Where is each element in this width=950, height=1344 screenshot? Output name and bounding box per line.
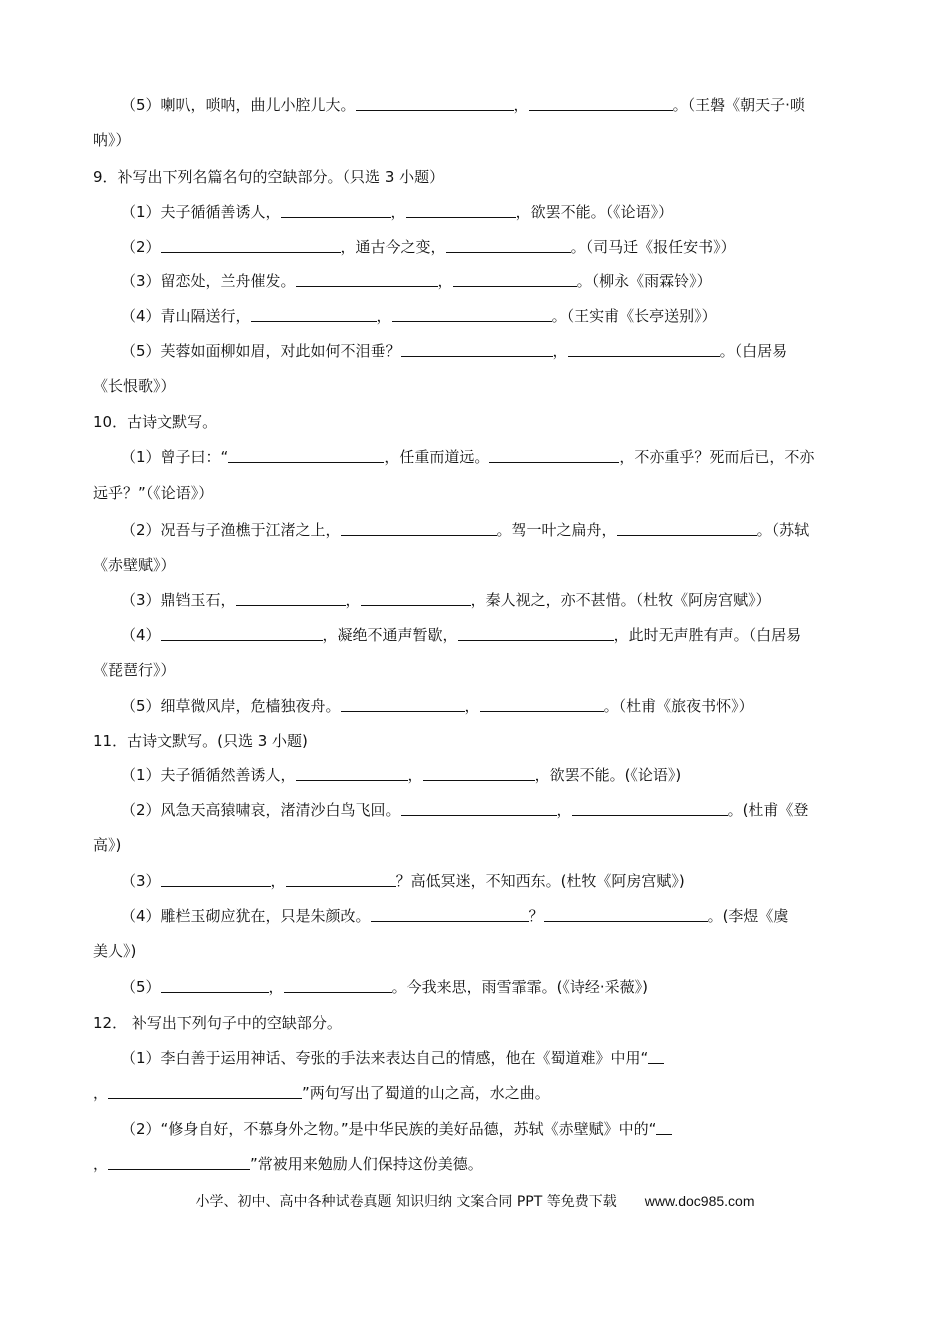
q11-item-3: （3） ， ？高低冥迷，不知西东。(杜牧《阿房宫赋》) bbox=[121, 872, 685, 890]
answer-blank bbox=[617, 520, 757, 536]
answer-blank bbox=[251, 306, 377, 322]
q10-item-5: （5）细草微风岸，危樯独夜舟。 ， 。（杜甫《旅夜书怀》） bbox=[121, 697, 754, 715]
page-footer bbox=[0, 1191, 950, 1212]
answer-blank bbox=[341, 520, 497, 536]
q12-item-1: （1）李白善于运用神话、夸张的手法来表达自己的情感，他在《蜀道难》中用“ bbox=[121, 1047, 881, 1069]
q10-item-1: （1）曾子曰：“ ，任重而道远。 ，不亦重乎？死而后已，不亦 bbox=[121, 448, 815, 466]
q10-item-3: （3）鼎铛玉石， ， ，秦人视之，亦不甚惜。（杜牧《阿房宫赋》） bbox=[121, 591, 771, 609]
q12-item-2: （2）“修身自好，不慕身外之物。”是中华民族的美好品德，苏轼《赤壁赋》中的“ bbox=[121, 1118, 881, 1140]
answer-blank bbox=[572, 800, 728, 816]
q9-item-3: （3）留恋处，兰舟催发。 ， 。（柳永《雨霖铃》） bbox=[121, 272, 712, 290]
q12-item-2-cont: ， ”常被用来勉励人们保持这份美德。 bbox=[93, 1155, 483, 1173]
answer-blank bbox=[228, 447, 384, 463]
q11-item-4: （4）雕栏玉砌应犹在，只是朱颜改。 ？ 。(李煜《虞 bbox=[121, 907, 789, 925]
q9-item-5: （5）芙蓉如面柳如眉，对此如何不泪垂？ ， 。（白居易 bbox=[121, 342, 788, 360]
answer-blank bbox=[544, 906, 708, 922]
answer-blank bbox=[356, 95, 514, 111]
answer-blank bbox=[392, 306, 552, 322]
q10-item-2-cont: 《赤壁赋》） bbox=[93, 556, 176, 574]
answer-blank bbox=[296, 271, 438, 287]
question-9-title: 9．补写出下列名篇名句的空缺部分。（只选 3 小题） bbox=[93, 168, 445, 186]
q11-item-1: （1）夫子循循然善诱人， ， ，欲罢不能。(《论语》) bbox=[121, 766, 682, 784]
q8-item-5-cont: 呐》） bbox=[93, 131, 131, 149]
answer-blank bbox=[161, 871, 271, 887]
q9-item-5-cont: 《长恨歌》） bbox=[93, 377, 176, 395]
q10-item-4-cont: 《琵琶行》） bbox=[93, 661, 176, 679]
answer-blank bbox=[284, 977, 392, 993]
answer-blank bbox=[648, 1048, 664, 1064]
answer-blank bbox=[236, 590, 346, 606]
q9-item-4: （4）青山隔送行， ， 。（王实甫《长亭送别》） bbox=[121, 307, 717, 325]
answer-blank bbox=[446, 237, 571, 253]
answer-blank bbox=[361, 590, 471, 606]
answer-blank bbox=[281, 202, 391, 218]
q9-item-2: （2） ，通古今之变， 。（司马迁《报任安书》） bbox=[121, 238, 736, 256]
answer-blank bbox=[458, 625, 614, 641]
answer-blank bbox=[401, 341, 553, 357]
answer-blank bbox=[296, 765, 408, 781]
q8-item-5: （5）喇叭，唢呐，曲儿小腔儿大。 ， 。（王磐《朝天子·唢 bbox=[121, 96, 805, 114]
answer-blank bbox=[406, 202, 516, 218]
answer-blank bbox=[489, 447, 619, 463]
q9-item-1: （1）夫子循循善诱人， ， ，欲罢不能。（《论语》） bbox=[121, 203, 674, 221]
question-10-title: 10．古诗文默写。 bbox=[93, 413, 218, 431]
answer-blank bbox=[453, 271, 577, 287]
q11-item-2-cont: 高》) bbox=[93, 836, 122, 854]
answer-blank bbox=[371, 906, 529, 922]
answer-blank bbox=[401, 800, 557, 816]
footer-url[interactable]: www.doc985.com bbox=[644, 1193, 755, 1209]
footer-text: 小学、初中、高中各种试卷真题 知识归纳 文案合同 PPT 等免费下载 bbox=[195, 1194, 617, 1210]
answer-blank bbox=[656, 1119, 672, 1135]
q11-item-5: （5） ， 。今我来思，雨雪霏霏。(《诗经·采薇》) bbox=[121, 978, 649, 996]
answer-blank bbox=[568, 341, 720, 357]
answer-blank bbox=[286, 871, 396, 887]
answer-blank bbox=[480, 696, 604, 712]
q11-item-4-cont: 美人》) bbox=[93, 942, 137, 960]
answer-blank bbox=[423, 765, 535, 781]
q10-item-4: （4） ，凝绝不通声暂歇， ，此时无声胜有声。（白居易 bbox=[121, 626, 802, 644]
answer-blank bbox=[108, 1154, 250, 1170]
answer-blank bbox=[529, 95, 673, 111]
answer-blank bbox=[161, 237, 341, 253]
answer-blank bbox=[341, 696, 465, 712]
question-12-title: 12． 补写出下列句子中的空缺部分。 bbox=[93, 1014, 342, 1032]
answer-blank bbox=[108, 1083, 302, 1099]
question-11-title: 11．古诗文默写。(只选 3 小题) bbox=[93, 732, 308, 750]
q10-item-2: （2）况吾与子渔樵于江渚之上， 。驾一叶之扁舟， 。（苏轼 bbox=[121, 521, 810, 539]
answer-blank bbox=[161, 625, 323, 641]
q10-item-1-cont: 远乎？”（《论语》） bbox=[93, 484, 214, 502]
q11-item-2: （2）风急天高猿啸哀，渚清沙白鸟飞回。 ， 。(杜甫《登 bbox=[121, 801, 809, 819]
answer-blank bbox=[161, 977, 269, 993]
q12-item-1-cont: ， ”两句写出了蜀道的山之高，水之曲。 bbox=[93, 1084, 550, 1102]
